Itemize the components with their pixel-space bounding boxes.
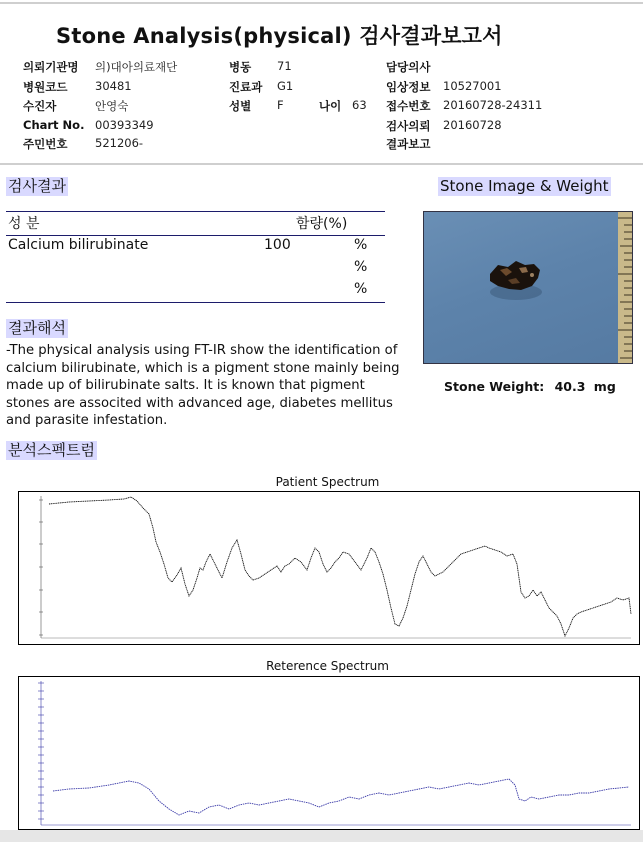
report-date-label: 결과보고: [386, 137, 431, 151]
doctor-label: 담당의사: [386, 60, 431, 74]
ward-value: 71: [277, 59, 292, 73]
stone-section-title: Stone Image & Weight: [440, 177, 609, 195]
chart-no-label: Chart No.: [23, 118, 85, 132]
stone-weight: [444, 379, 616, 394]
unit-cell: %: [354, 259, 368, 275]
receipt-no-label: 접수번호: [386, 99, 431, 113]
spectra-section-title: 분석스펙트럼: [8, 441, 95, 459]
report-title: Stone Analysis(physical) 검사결과보고서: [56, 24, 503, 48]
table-top-rule: [6, 211, 385, 212]
patient-spectrum-title: Patient Spectrum: [275, 475, 380, 489]
interpretation-section-title: 결과해석: [8, 319, 66, 337]
patient-spectrum-chart: [18, 491, 640, 645]
chart-no-value: 00393349: [95, 118, 154, 132]
unit-cell: %: [354, 281, 368, 297]
col-amount-header: 함량(%): [296, 216, 348, 232]
request-date-value: 20160728: [443, 118, 502, 132]
reference-spectrum-plot: [19, 677, 639, 829]
clinical-info-value: 10527001: [443, 79, 502, 93]
results-section-title: 검사결과: [8, 177, 66, 195]
interpretation-text: -The physical analysis using FT-IR show the identification of calcium bilirubinate, which is a pigment stone mainly being made up of bilirubinate salts. It is known that pigment stones are associted with advanced age, diabetes mellitus and parasite infestation.: [6, 343, 400, 428]
resident-no-value: 521206-: [95, 136, 144, 150]
stone-photo: [423, 211, 633, 364]
sex-value: F: [277, 98, 284, 112]
stone-weight-value: 40.3: [554, 379, 586, 394]
stone-weight-label: Stone Weight:: [444, 379, 545, 394]
page-bottom-band: [0, 830, 643, 842]
hospital-code-label: 병원코드: [23, 80, 68, 94]
resident-no-label: 주민번호: [23, 137, 68, 151]
institution-value: 의)대아의료재단: [95, 60, 178, 74]
table-bottom-rule: [6, 302, 385, 303]
table-header-rule: [6, 235, 385, 236]
request-date-label: 검사의뢰: [386, 119, 431, 133]
component-cell: Calcium bilirubinate: [8, 237, 149, 253]
col-component-header: 성 분: [8, 216, 40, 232]
recipient-label: 수진자: [23, 99, 57, 113]
hospital-code-value: 30481: [95, 79, 132, 93]
department-label: 진료과: [229, 80, 263, 94]
stone-weight-unit: mg: [593, 379, 616, 394]
ward-label: 병동: [229, 60, 252, 74]
header-top-rule: [0, 2, 643, 4]
patient-spectrum-plot: [19, 492, 639, 644]
header-bottom-rule: [0, 163, 643, 165]
receipt-no-value: 20160728-24311: [443, 98, 543, 112]
recipient-value: 안영숙: [95, 99, 129, 113]
amount-cell: 100: [264, 237, 291, 253]
unit-cell: %: [354, 237, 368, 253]
department-value: G1: [277, 79, 294, 93]
reference-spectrum-title: Reterence Spectrum: [266, 659, 389, 673]
institution-label: 의뢰기관명: [23, 60, 79, 74]
age-value: 63: [352, 98, 367, 112]
age-label: 나이: [319, 99, 342, 113]
clinical-info-label: 임상정보: [386, 80, 431, 94]
reference-spectrum-chart: [18, 676, 640, 830]
stone-image: [424, 212, 632, 363]
sex-label: 성별: [229, 99, 252, 113]
